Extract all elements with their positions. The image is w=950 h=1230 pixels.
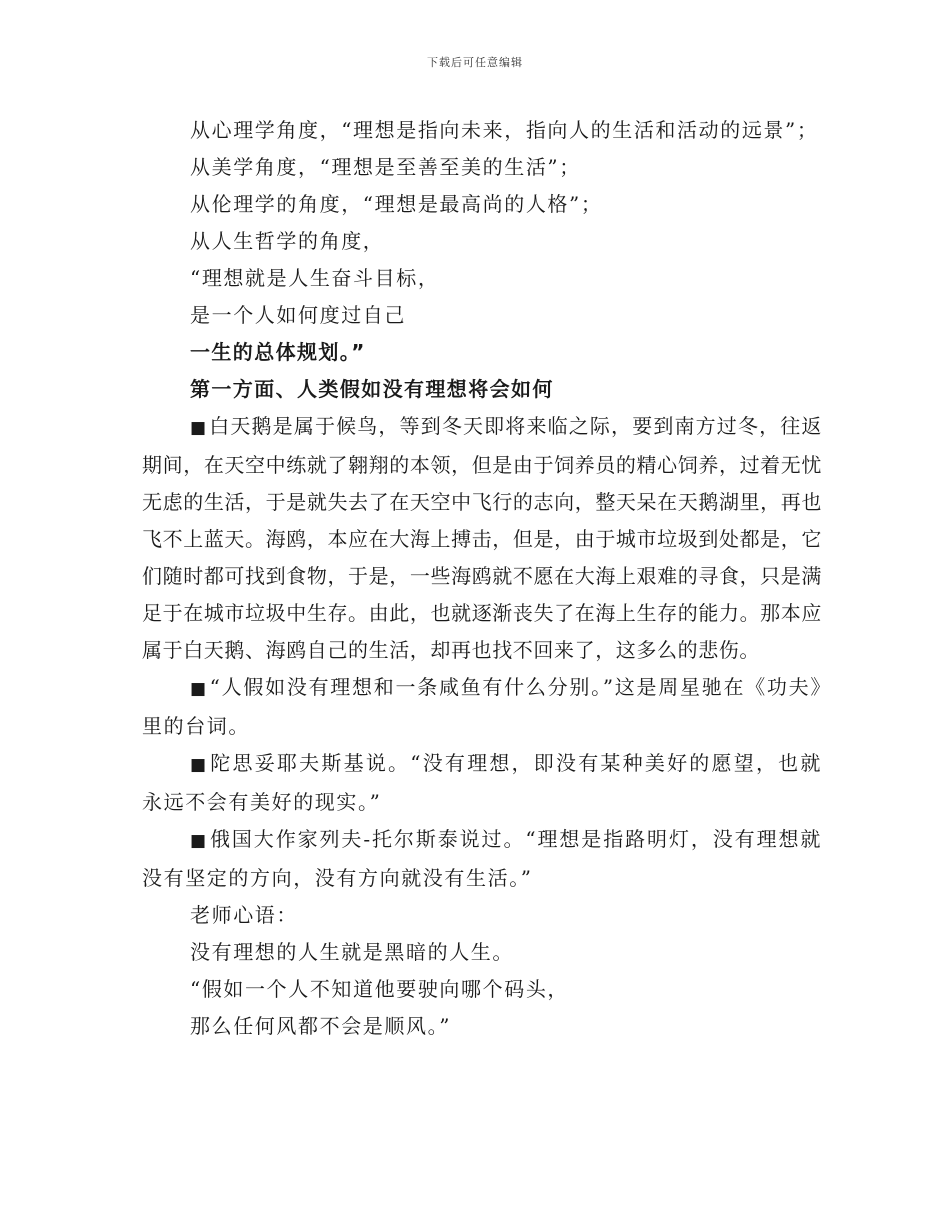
section-heading: 第一方面、人类假如没有理想将会如何 [190, 377, 554, 401]
bullet-icon: ■ [190, 831, 208, 851]
paragraph-swan-seagull [142, 408, 822, 669]
paragraph-philosophy: 从人生哲学的角度， [190, 229, 385, 253]
bullet-icon: ■ [190, 679, 208, 699]
paragraph-text: 陀思妥耶夫斯基说。“没有理想，即没有某种美好的愿望，也就永远不会有美好的现实。” [142, 751, 822, 814]
paragraph-psychology: 从心理学角度，“理想是指向未来，指向人的生活和活动的远景”； [190, 118, 819, 142]
paragraph-tolstoy-quote [142, 821, 822, 897]
paragraph-teacher-label: 老师心语： [190, 903, 298, 927]
paragraph-text: 白天鹅是属于候鸟，等到冬天即将来临之际，要到南方过冬，往返期间，在天空中练就了翱翔的本领，但是由于饲养员的精心饲养，过着无忧无虑的生活，于是就失去了在天空中飞行的志向，整天呆在天鹅湖里，再也飞不上蓝天。海鸥，本应在大海上搏击，但是，由于城市垃圾到处都是，它们随时都可找到食物，于是，一些海鸥就不愿在大海上艰难的寻食，只是满足于在城市垃圾中生存。由此，也就逐渐丧失了在海上生存的能力。那本应属于白天鹅、海鸥自己的生活，却再也找不回来了，这多么的悲伤。 [142, 414, 822, 662]
paragraph-teacher-line-1: 没有理想的人生就是黑暗的人生。 [190, 940, 514, 964]
paragraph-text: 俄国大作家列夫-托尔斯泰说过。“理想是指路明灯，没有理想就没有坚定的方向，没有方向就没有生活。” [142, 827, 822, 890]
paragraph-text: “人假如没有理想和一条咸鱼有什么分别。”这是周星驰在《功夫》里的台词。 [142, 675, 822, 738]
paragraph-teacher-line-3: 那么任何风都不会是顺风。” [190, 1014, 452, 1038]
paragraph-dostoevsky-quote [142, 745, 822, 821]
paragraph-ethics: 从伦理学的角度，“理想是最高尚的人格”； [190, 192, 603, 216]
paragraph-kungfu-quote [142, 669, 822, 745]
paragraph-philosophy-quote-2: 是一个人如何度过自己 [190, 303, 406, 327]
paragraph-philosophy-quote-1: “理想就是人生奋斗目标， [190, 266, 440, 290]
paragraph-aesthetics: 从美学角度，“理想是至善至美的生活”； [190, 155, 581, 179]
document-body [142, 112, 822, 1045]
page-header: 下载后可任意编辑 [427, 56, 523, 69]
bullet-icon: ■ [190, 418, 207, 438]
bullet-icon: ■ [190, 755, 208, 775]
paragraph-philosophy-quote-3: 一生的总体规划。” [190, 340, 366, 364]
paragraph-teacher-line-2: “假如一个人不知道他要驶向哪个码头， [190, 977, 570, 1001]
